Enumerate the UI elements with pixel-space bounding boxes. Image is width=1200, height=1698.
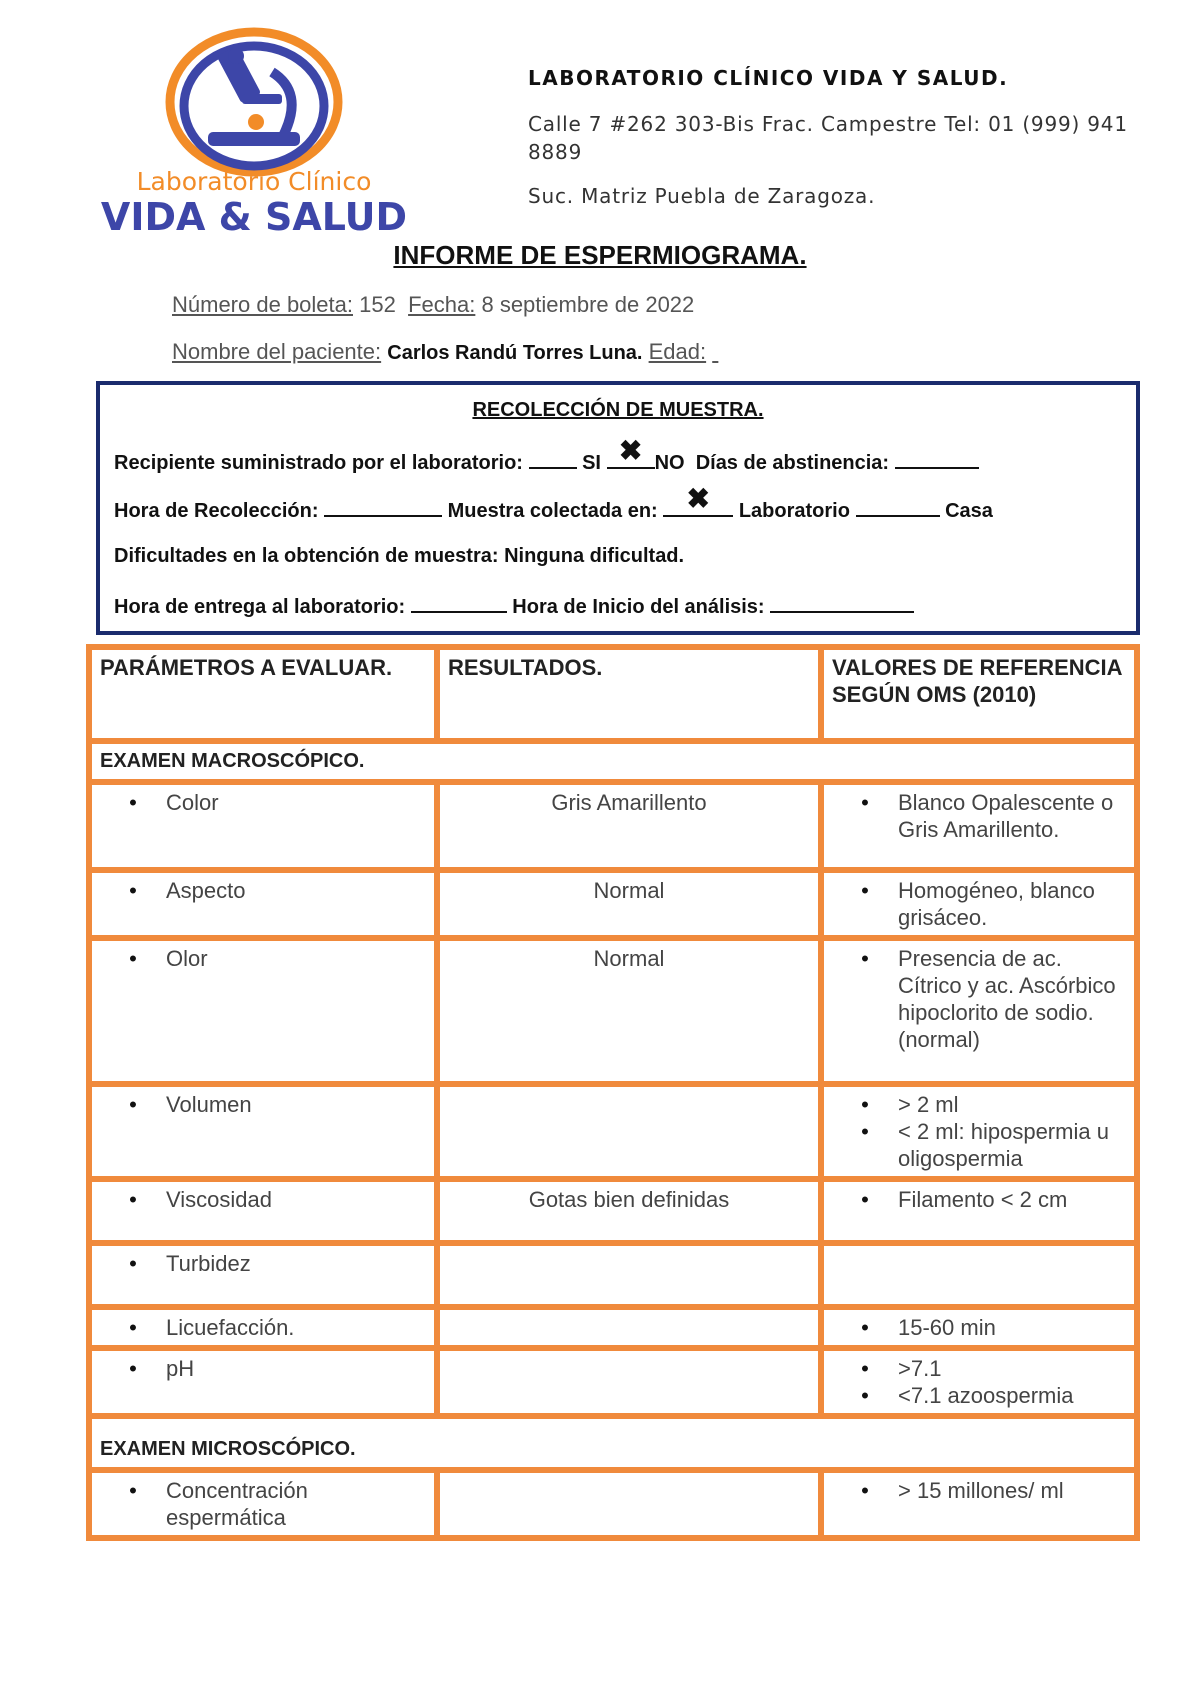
collected-at-label: Muestra colectada en:: [447, 500, 658, 522]
result-cell: Gotas bien definidas: [437, 1179, 821, 1243]
lab-name: LABORATORIO CLÍNICO VIDA Y SALUD.: [528, 66, 1009, 90]
parameter-cell: [89, 870, 437, 938]
parameter-cell: [89, 1084, 437, 1179]
bullet-icon: •: [861, 790, 869, 815]
parameter-cell: [89, 1179, 437, 1243]
parameter-name-text: Viscosidad: [166, 1187, 272, 1212]
container-label: Recipiente suministrado por el laboratorio:: [114, 452, 523, 474]
ticket-date-line: [172, 292, 694, 318]
lab-header: [528, 66, 1168, 208]
parameter-name: [100, 877, 426, 904]
difficulties-line: [114, 545, 684, 568]
age-label: Edad:: [648, 339, 707, 364]
analysis-start-blank: [770, 593, 914, 613]
table-row: [89, 1179, 1137, 1243]
result-cell: [437, 1243, 821, 1307]
patient-label: Nombre del paciente:: [172, 339, 382, 364]
bullet-icon: •: [129, 1187, 137, 1212]
container-line: [114, 435, 979, 475]
parameter-cell: [89, 1348, 437, 1416]
parameter-name: [100, 1477, 426, 1531]
date-label: Fecha:: [408, 292, 476, 317]
check-x-icon: ✖: [686, 483, 711, 514]
table-row: [89, 1307, 1137, 1348]
reference-value: [832, 1091, 1126, 1118]
si-blank: [529, 449, 577, 469]
home-blank: [856, 497, 940, 517]
table-row: [89, 1243, 1137, 1307]
parameter-name: [100, 1314, 426, 1341]
bullet-icon: •: [861, 1356, 869, 1381]
result-cell: Gris Amarillento: [437, 782, 821, 870]
parameter-name-text: Concentración espermática: [166, 1478, 308, 1530]
section-microscopic: EXAMEN MICROSCÓPICO.: [89, 1416, 1137, 1470]
reference-value-text: Filamento < 2 cm: [898, 1187, 1068, 1212]
parameter-name: [100, 1186, 426, 1213]
parameter-name-text: Licuefacción.: [166, 1315, 295, 1340]
bullet-icon: •: [861, 1315, 869, 1340]
table-row: [89, 938, 1137, 1084]
reference-value: [832, 1314, 1126, 1341]
bullet-icon: •: [861, 1383, 869, 1408]
parameter-name: [100, 1250, 426, 1277]
sample-collection-box: [96, 381, 1140, 635]
reference-value-text: <7.1 azoospermia: [898, 1383, 1074, 1408]
analysis-start-label: Hora de Inicio del análisis:: [512, 596, 765, 618]
parameter-name-text: Volumen: [166, 1092, 252, 1117]
logo-text-line2: VIDA & SALUD: [100, 195, 408, 239]
bullet-icon: •: [861, 1478, 869, 1503]
reference-cell: [821, 1179, 1137, 1243]
parameter-cell: [89, 1470, 437, 1538]
reference-value-text: Homogéneo, blanco grisáceo.: [898, 878, 1095, 930]
result-cell: [437, 1348, 821, 1416]
header-results: RESULTADOS.: [437, 647, 821, 741]
reference-value-text: > 15 millones/ ml: [898, 1478, 1064, 1503]
section-macroscopic: EXAMEN MACROSCÓPICO.: [89, 741, 1137, 782]
result-cell: Normal: [437, 870, 821, 938]
logo-text-line1: Laboratorio Clínico: [136, 167, 372, 196]
parameter-name-text: pH: [166, 1356, 195, 1381]
option-casa: Casa: [945, 500, 993, 522]
reference-value-text: Blanco Opalescente o Gris Amarillento.: [898, 790, 1114, 842]
option-no: NO: [654, 452, 685, 474]
bullet-icon: •: [861, 946, 869, 971]
parameter-cell: [89, 1307, 437, 1348]
lab-branch: Suc. Matriz Puebla de Zaragoza.: [528, 184, 876, 208]
reference-value: [832, 945, 1126, 1053]
reference-cell: [821, 1084, 1137, 1179]
reference-value-text: 15-60 min: [898, 1315, 996, 1340]
delivery-label: Hora de entrega al laboratorio:: [114, 596, 406, 618]
check-x-icon: ✖: [618, 435, 643, 466]
parameter-cell: [89, 938, 437, 1084]
abstinence-label: Días de abstinencia:: [695, 452, 890, 474]
parameter-name: [100, 1091, 426, 1118]
option-si: SI: [582, 452, 601, 474]
age-blank: [712, 339, 718, 364]
report-title-text: INFORME DE ESPERMIOGRAMA.: [393, 240, 807, 270]
parameter-name-text: Turbidez: [166, 1251, 251, 1276]
table-row: [89, 1470, 1137, 1538]
patient-name: Carlos Randú Torres Luna.: [387, 342, 643, 364]
reference-cell: [821, 1243, 1137, 1307]
lab-blank: [663, 483, 733, 517]
bullet-icon: •: [129, 1315, 137, 1340]
collection-title: RECOLECCIÓN DE MUESTRA.: [472, 399, 764, 421]
reference-cell: [821, 938, 1137, 1084]
difficulties-value: Ninguna dificultad.: [504, 545, 685, 567]
delivery-blank: [411, 593, 507, 613]
bullet-icon: •: [129, 1478, 137, 1503]
bullet-icon: •: [861, 1119, 869, 1144]
section-row-micro: [89, 1416, 1137, 1470]
bullet-icon: •: [129, 1251, 137, 1276]
bullet-icon: •: [861, 1187, 869, 1212]
reference-value: [832, 1118, 1126, 1172]
bullet-icon: •: [129, 878, 137, 903]
result-cell: [437, 1307, 821, 1348]
header-reference: VALORES DE REFERENCIA SEGÚN OMS (2010): [821, 647, 1137, 741]
date-value: 8 septiembre de 2022: [481, 292, 695, 317]
collection-time-line: [114, 483, 993, 523]
bullet-icon: •: [861, 878, 869, 903]
table-row: [89, 782, 1137, 870]
delivery-line: [114, 593, 914, 619]
table-header-row: [89, 647, 1137, 741]
bullet-icon: •: [861, 1092, 869, 1117]
bullet-icon: •: [129, 790, 137, 815]
results-table-body: [89, 647, 1137, 1538]
result-cell: [437, 1084, 821, 1179]
no-blank: [607, 435, 655, 469]
report-title: [0, 240, 1200, 271]
reference-value: [832, 877, 1126, 931]
reference-value: [832, 1355, 1126, 1382]
bullet-icon: •: [129, 1092, 137, 1117]
lab-address: Calle 7 #262 303-Bis Frac. Campestre Tel: 01 (999) 941 8889: [528, 112, 1128, 164]
header-parameters: PARÁMETROS A EVALUAR.: [89, 647, 437, 741]
collection-time-blank: [324, 497, 442, 517]
reference-cell: [821, 1348, 1137, 1416]
results-table: [86, 644, 1140, 1541]
bullet-icon: •: [129, 946, 137, 971]
logo-blue-ring: [184, 46, 324, 166]
reference-value: [832, 1186, 1126, 1213]
patient-line: [172, 339, 718, 365]
reference-value-text: >7.1: [898, 1356, 942, 1381]
ticket-value: 152: [359, 292, 396, 317]
parameter-name: [100, 945, 426, 972]
parameter-cell: [89, 782, 437, 870]
parameter-cell: [89, 1243, 437, 1307]
table-row: [89, 870, 1137, 938]
difficulties-label: Dificultades en la obtención de muestra:: [114, 545, 499, 567]
reference-value-text: < 2 ml: hipospermia u oligospermia: [898, 1119, 1109, 1171]
parameter-name: [100, 1355, 426, 1382]
reference-value: [832, 1382, 1126, 1409]
reference-value: [832, 789, 1126, 843]
reference-cell: [821, 1307, 1137, 1348]
parameter-name-text: Color: [166, 790, 219, 815]
abstinence-blank: [895, 449, 979, 469]
table-row: [89, 1348, 1137, 1416]
microscope-icon: [208, 46, 300, 146]
option-laboratorio: Laboratorio: [738, 500, 850, 522]
lab-logo: [58, 22, 450, 240]
parameter-name-text: Olor: [166, 946, 208, 971]
section-row-macro: [89, 741, 1137, 782]
result-cell: Normal: [437, 938, 821, 1084]
reference-cell: [821, 870, 1137, 938]
reference-cell: [821, 782, 1137, 870]
bullet-icon: •: [129, 1356, 137, 1381]
reference-value-text: > 2 ml: [898, 1092, 959, 1117]
reference-value: [832, 1477, 1126, 1504]
parameter-name: [100, 789, 426, 816]
table-row: [89, 1084, 1137, 1179]
collection-time-label: Hora de Recolección:: [114, 500, 319, 522]
parameter-name-text: Aspecto: [166, 878, 246, 903]
ticket-label: Número de boleta:: [172, 292, 353, 317]
reference-value-text: Presencia de ac. Cítrico y ac. Ascórbico hipoclorito de sodio. (normal): [898, 946, 1116, 1052]
reference-cell: [821, 1470, 1137, 1538]
result-cell: [437, 1470, 821, 1538]
